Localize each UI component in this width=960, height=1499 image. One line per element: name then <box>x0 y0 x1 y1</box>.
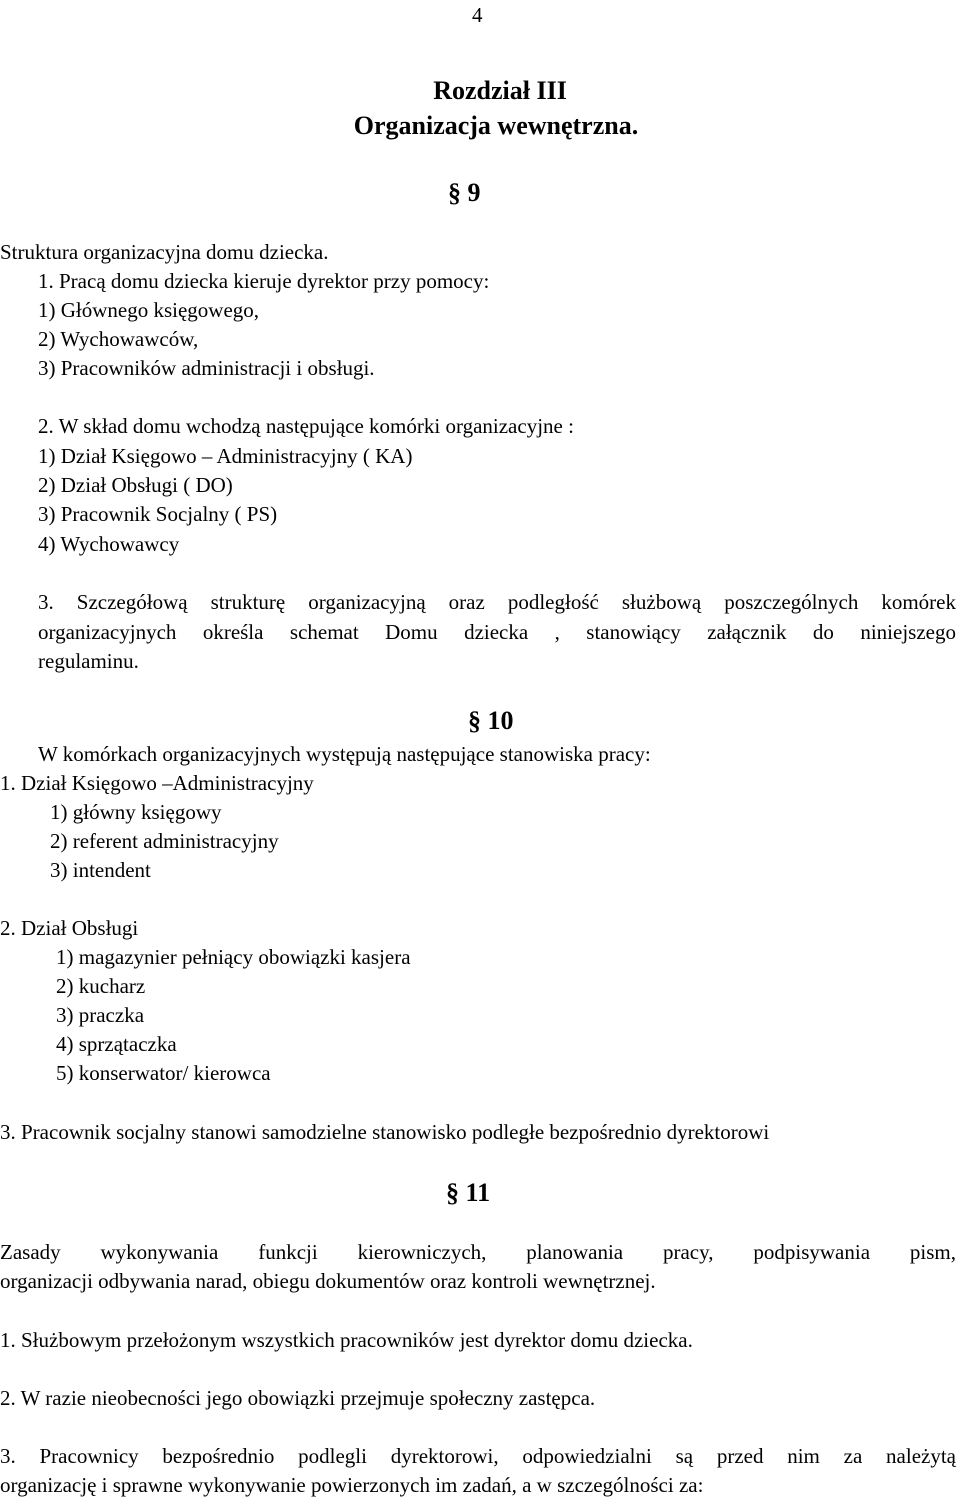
section-9-point-1: 1. Pracą domu dziecka kieruje dyrektor przy pomocy: <box>38 269 490 293</box>
section-9-point-2-item: 4) Wychowawcy <box>38 532 180 556</box>
section-9-point-1-item: 3) Pracowników administracji i obsługi. <box>38 356 375 380</box>
section-9-intro: Struktura organizacyjna domu dziecka. <box>0 240 329 264</box>
section-11-point-3-line: 3. Pracownicy bezpośrednio podlegli dyrektorowi, odpowiedzialni są przed nim za należytą <box>0 1444 956 1468</box>
section-10-department-2-item: 5) konserwator/ kierowca <box>56 1061 271 1085</box>
section-10-department-1-item: 3) intendent <box>50 858 151 882</box>
section-10-department-1: 1. Dział Księgowo –Administracyjny <box>0 771 314 795</box>
section-9-point-2-item: 3) Pracownik Socjalny ( PS) <box>38 502 278 526</box>
section-9-point-2-item: 2) Dział Obsługi ( DO) <box>38 473 233 497</box>
section-10-department-2-item: 4) sprzątaczka <box>56 1032 177 1056</box>
section-10-department-1-item: 1) główny księgowy <box>50 800 222 824</box>
section-9-heading: § 9 <box>448 178 481 207</box>
section-10-department-2-item: 2) kucharz <box>56 974 146 998</box>
section-11-intro-line: Zasady wykonywania funkcji kierowniczych, planowania pracy, podpisywania pism, <box>0 1240 956 1264</box>
section-10-intro: W komórkach organizacyjnych występują następujące stanowiska pracy: <box>38 742 651 766</box>
page-number: 4 <box>472 3 483 27</box>
section-10-department-2-item: 1) magazynier pełniący obowiązki kasjera <box>56 945 411 969</box>
section-10-department-3: 3. Pracownik socjalny stanowi samodzielne stanowisko podległe bezpośrednio dyrektorowi <box>0 1120 770 1144</box>
section-10-department-1-item: 2) referent administracyjny <box>50 829 279 853</box>
section-10-department-2: 2. Dział Obsługi <box>0 916 139 940</box>
section-9-point-2: 2. W skład domu wchodzą następujące komórki organizacyjne : <box>38 414 574 438</box>
section-9-point-3-line: 3. Szczegółową strukturę organizacyjną oraz podległość służbową poszczególnych komórek <box>38 590 956 614</box>
section-9-point-3-line: organizacyjnych określa schemat Domu dziecka , stanowiący załącznik do niniejszego <box>38 620 956 644</box>
section-11-point-2: 2. W razie nieobecności jego obowiązki przejmuje społeczny zastępca. <box>0 1386 596 1410</box>
section-9-point-1-item: 2) Wychowawców, <box>38 327 199 351</box>
section-9-point-1-item: 1) Głównego księgowego, <box>38 298 260 322</box>
section-9-point-2-item: 1) Dział Księgowo – Administracyjny ( KA) <box>38 444 413 468</box>
section-9-point-3-line: regulaminu. <box>38 649 139 673</box>
section-10-heading: § 10 <box>468 706 514 735</box>
section-11-point-3-line: organizację i sprawne wykonywanie powierzonych im zadań, a w szczególności za: <box>0 1473 704 1497</box>
chapter-title: Rozdział III <box>433 76 567 105</box>
section-10-department-2-item: 3) praczka <box>56 1003 145 1027</box>
section-11-heading: § 11 <box>446 1178 491 1207</box>
chapter-subtitle: Organizacja wewnętrzna. <box>353 111 639 140</box>
section-11-intro-line: organizacji odbywania narad, obiegu dokumentów oraz kontroli wewnętrznej. <box>0 1269 656 1293</box>
section-11-point-1: 1. Służbowym przełożonym wszystkich pracowników jest dyrektor domu dziecka. <box>0 1328 693 1352</box>
